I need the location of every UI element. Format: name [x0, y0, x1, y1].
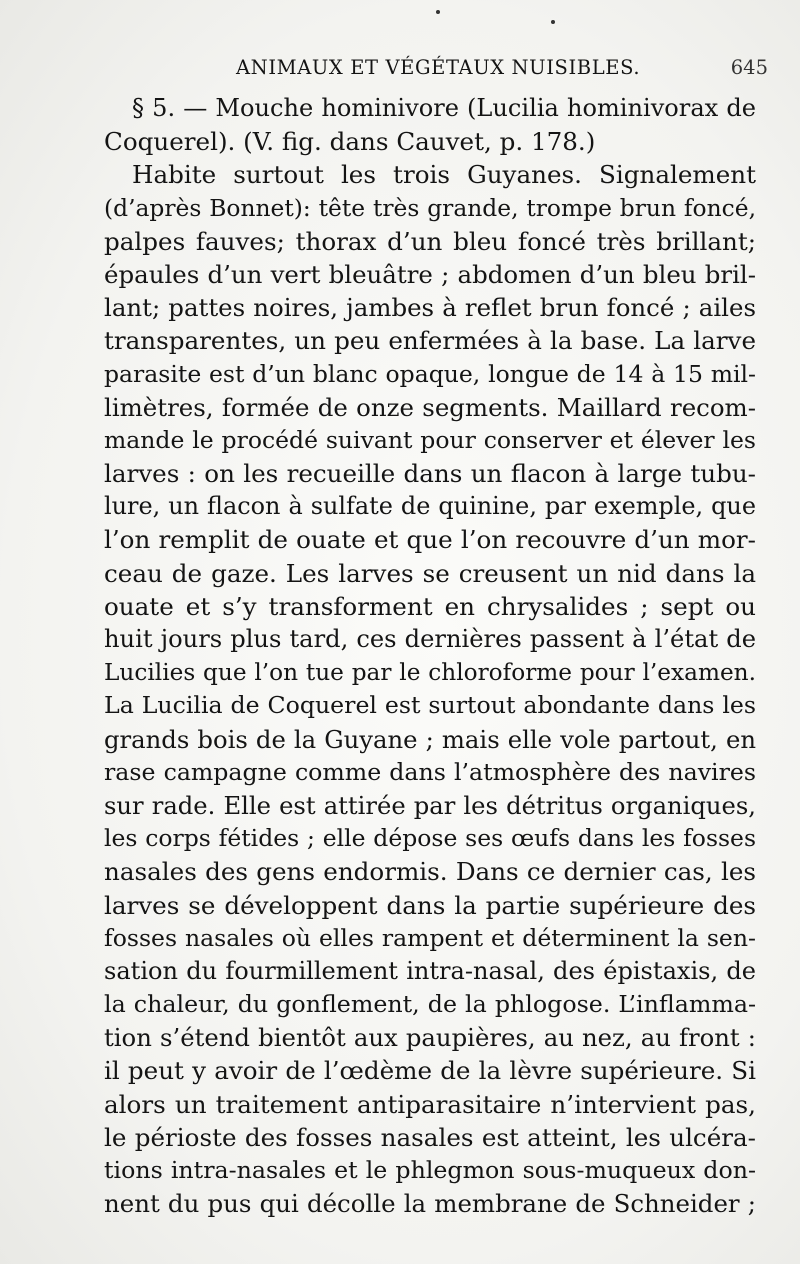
text-line: mande le procédé suivant pour conserver et élever les	[104, 425, 756, 454]
text-line: huit jours plus tard, ces dernières passent à l’état de	[104, 625, 756, 653]
running-header	[236, 56, 768, 86]
text-line: nent du pus qui décolle la membrane de Schneider ;	[104, 1189, 756, 1219]
text-line: alors un traitement antiparasitaire n’intervient pas,	[104, 1089, 756, 1119]
text-line: lant; pattes noires, jambes à reflet brun foncé ; ailes	[104, 293, 756, 323]
text-line: fosses nasales où elles rampent et déterminent la sen-	[104, 923, 756, 952]
text-line: épaules d’un vert bleuâtre ; abdomen d’un bleu bril-	[104, 259, 756, 289]
text-line: limètres, formée de onze segments. Maillard recom-	[104, 392, 756, 422]
text-line: il peut y avoir de l’œdème de la lèvre supérieure. Si	[104, 1056, 756, 1086]
text-line: rase campagne comme dans l’atmosphère des navires	[104, 757, 756, 786]
text-line: ouate et s’y transforment en chrysalides ; sept ou	[104, 591, 756, 621]
text-line: Habite surtout les trois Guyanes. Signalement	[132, 160, 756, 190]
text-line: larves se développent dans la partie supérieure des	[104, 890, 756, 920]
text-line: palpes fauves; thorax d’un bleu foncé très brillant;	[104, 226, 756, 256]
text-line: Coquerel). (V. fig. dans Cauvet, p. 178.)	[104, 127, 596, 157]
text-line: ceau de gaze. Les larves se creusent un nid dans la	[104, 558, 756, 588]
text-line: tions intra-nasales et le phlegmon sous-muqueux don-	[104, 1156, 756, 1184]
ink-speck	[551, 20, 555, 24]
text-line: § 5. — Mouche hominivore (Lucilia hominivorax de	[132, 94, 756, 122]
text-line: l’on remplit de ouate et que l’on recouvre d’un mor-	[104, 525, 756, 555]
running-title: ANIMAUX ET VÉGÉTAUX NUISIBLES.	[236, 56, 641, 79]
text-line: La Lucilia de Coquerel est surtout abondante dans les	[104, 691, 756, 720]
text-line: lure, un flacon à sulfate de quinine, par exemple, que	[104, 492, 756, 521]
text-line: grands bois de la Guyane ; mais elle vole partout, en	[104, 724, 756, 754]
text-line: le périoste des fosses nasales est atteint, les ulcéra-	[104, 1122, 756, 1152]
text-line: (d’après Bonnet): tête très grande, trompe brun foncé,	[104, 193, 756, 222]
text-line: les corps fétides ; elle dépose ses œufs dans les fosses	[104, 824, 756, 853]
text-line: sur rade. Elle est attirée par les détritus organiques,	[104, 790, 756, 820]
text-line: sation du fourmillement intra-nasal, des épistaxis, de	[104, 956, 756, 985]
page-number: 645	[730, 56, 768, 79]
text-line: larves : on les recueille dans un flacon à large tubu-	[104, 459, 756, 489]
text-line: nasales des gens endormis. Dans ce dernier cas, les	[104, 857, 756, 887]
body-text	[104, 92, 756, 1220]
text-line: parasite est d’un blanc opaque, longue de 14 à 15 mil-	[104, 359, 756, 388]
text-line: Lucilies que l’on tue par le chloroforme pour l’examen.	[104, 659, 756, 687]
ink-speck	[436, 10, 440, 14]
text-line: la chaleur, du gonflement, de la phlogose. L’inflamma-	[104, 990, 756, 1019]
text-line: transparentes, un peu enfermées à la base. La larve	[104, 326, 756, 356]
text-line: tion s’étend bientôt aux paupières, au nez, au front :	[104, 1023, 756, 1053]
